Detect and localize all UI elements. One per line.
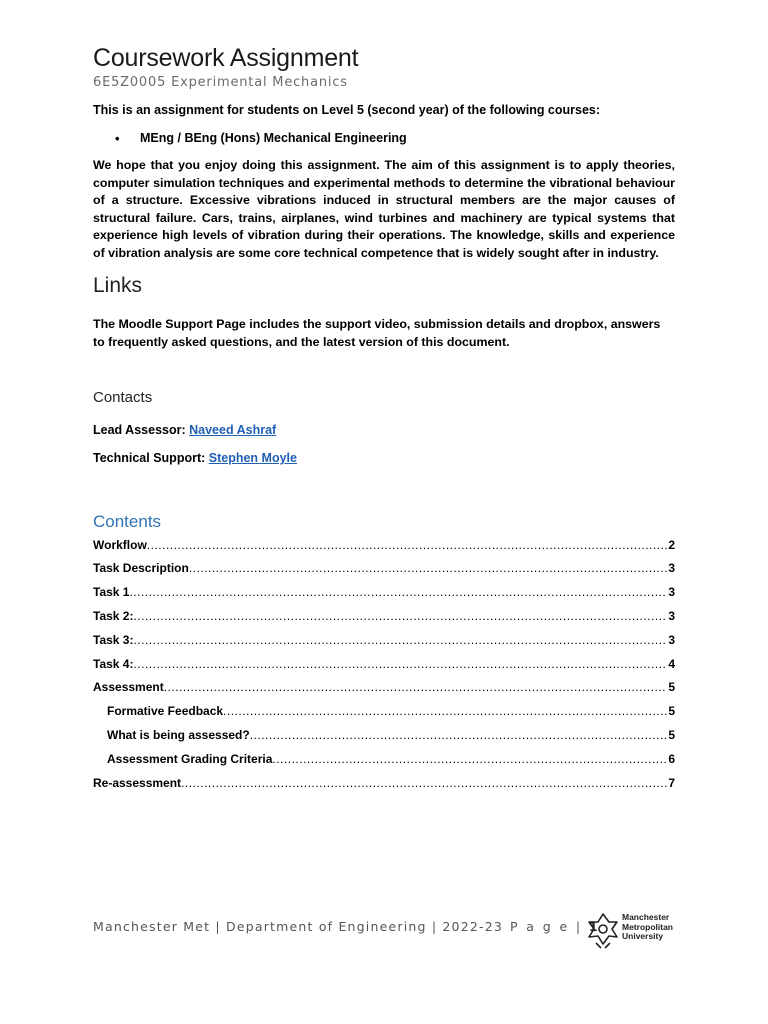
toc-entry-page: 3 <box>668 585 675 599</box>
page-number: 1 <box>588 919 601 934</box>
module-subtitle: 6E5Z0005 Experimental Mechanics <box>93 75 348 90</box>
technical-support-link[interactable]: Stephen Moyle <box>208 451 297 465</box>
intro-text: This is an assignment for students on Level 5 (second year) of the following courses: <box>93 103 601 117</box>
toc-entry[interactable] <box>93 631 675 647</box>
page-title: Coursework Assignment <box>93 44 359 72</box>
lead-assessor-label: Lead Assessor: <box>93 423 190 437</box>
toc-entry-label: Task 1 <box>93 585 130 599</box>
toc-entry-label: Task 4: <box>93 657 134 671</box>
contents-heading: Contents <box>93 512 162 531</box>
toc-entry[interactable] <box>93 583 675 599</box>
toc-entry-page: 3 <box>668 561 675 575</box>
links-heading: Links <box>93 274 143 297</box>
toc-entry-page: 5 <box>668 680 675 694</box>
toc-entry-label: Task Description <box>93 561 189 575</box>
toc-entry-page: 3 <box>668 633 675 647</box>
logo-line-1: Manchester <box>622 912 670 922</box>
toc-entry-label: Formative Feedback <box>107 704 224 718</box>
toc-entry-page: 5 <box>668 704 675 718</box>
bullet-icon: • <box>115 131 120 146</box>
toc-entry-page: 6 <box>668 752 675 766</box>
toc-entry-label: Task 2: <box>93 609 134 623</box>
logo-line-3: University <box>622 931 664 941</box>
toc-entry-page: 7 <box>668 776 675 790</box>
intro-paragraph: We hope that you enjoy doing this assignment. The aim of this assignment is to apply theories, computer simulation techniques and experimental methods to determine the vibrational behaviour of a structure. Excessive vibrations induced in structural members are the major causes of structural failure. Cars, trains, airplanes, wind turbines and machinery are typical systems that experience high levels of vibration during their operations. The knowledge, skills and experience of vibration analysis are some core technical competence that is widely sought after in industry. <box>93 158 675 260</box>
toc-entry-label: Re-assessment <box>93 776 182 790</box>
toc-entry-label: Workflow <box>93 538 147 552</box>
logo-wordmark <box>622 913 673 942</box>
toc-leader-dots <box>272 752 667 766</box>
toc-entry[interactable] <box>107 726 675 742</box>
technical-support-label: Technical Support: <box>93 451 209 465</box>
lead-assessor-link[interactable]: Naveed Ashraf <box>189 423 277 437</box>
toc-entry-label: Task 3: <box>93 633 134 647</box>
toc-entry[interactable] <box>107 750 675 766</box>
contacts-heading: Contacts <box>93 389 153 406</box>
lead-assessor-line <box>93 423 276 437</box>
toc-entry-page: 2 <box>668 538 675 552</box>
links-text: The Moodle Support Page includes the support video, submission details and dropbox, answers to frequently asked questions, and the latest version of this document. <box>93 317 661 349</box>
toc-entry[interactable] <box>93 559 675 575</box>
toc-leader-dots <box>129 585 667 599</box>
footer-text: Manchester Met | Department of Engineering | 2022-23 <box>93 919 504 934</box>
toc-entry-label: Assessment <box>93 680 164 694</box>
toc-leader-dots <box>147 538 668 552</box>
toc-leader-dots <box>181 776 667 790</box>
toc-entry[interactable] <box>93 678 675 694</box>
toc-leader-dots <box>223 704 667 718</box>
page-label: P a g e <box>510 919 570 934</box>
course-bullet: MEng / BEng (Hons) Mechanical Engineering <box>140 131 407 145</box>
toc-entry-page: 3 <box>668 609 675 623</box>
toc-entry-page: 5 <box>668 728 675 742</box>
toc-entry-label: What is being assessed? <box>107 728 250 742</box>
technical-support-line <box>93 451 297 465</box>
toc-entry[interactable] <box>93 536 675 552</box>
page-separator: | <box>569 919 589 934</box>
toc-entry[interactable] <box>107 702 675 718</box>
toc-entry[interactable] <box>93 607 675 623</box>
toc-entry-page: 4 <box>668 657 675 671</box>
toc-entry[interactable] <box>93 655 675 671</box>
toc-leader-dots <box>133 657 667 671</box>
toc-leader-dots <box>133 609 667 623</box>
toc-leader-dots <box>250 728 668 742</box>
logo-line-2: Metropolitan <box>622 921 673 932</box>
toc-entry-label: Assessment Grading Criteria <box>107 752 273 766</box>
toc-leader-dots <box>133 633 667 647</box>
toc-leader-dots <box>189 561 668 575</box>
toc-entry[interactable] <box>93 774 675 790</box>
toc-leader-dots <box>164 680 668 694</box>
